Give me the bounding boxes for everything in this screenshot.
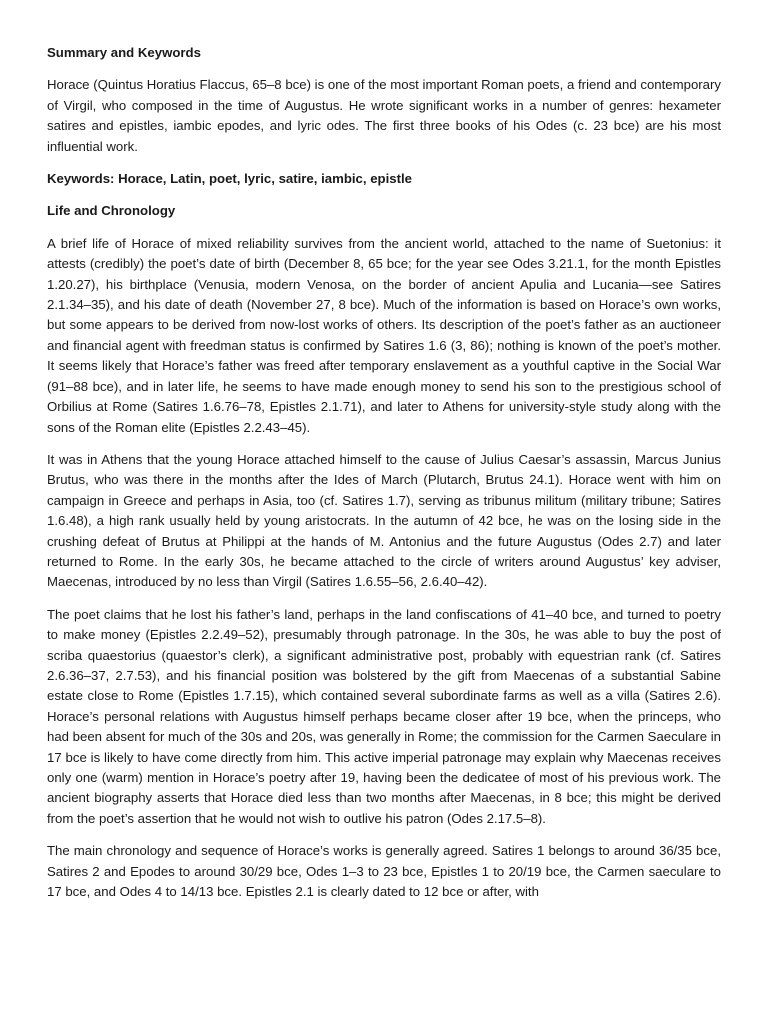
body-paragraph-2: It was in Athens that the young Horace attached himself to the cause of Julius Caesar’s assassin, Marcus Junius Brutus, who was there in the months after the Ides of March (Plutarch, Brutus 24.1). Horace went with him on campaign in Greece and perhaps in Asia, too (cf. Satires 1.7), serving as tribunus militum (military tribune; Satires 1.6.48), a high rank usually held by young aristocrats. In the autumn of 42 bce, he was on the losing side in the crushing defeat of Brutus at Philippi at the hands of M. Antonius and the future Augustus (Odes 2.7) and later returned to Rome. In the early 30s, he became attached to the circle of writers around Augustus’ key adviser, Maecenas, introduced by no less than Virgil (Satires 1.6.55–56, 2.6.40–42).: [47, 451, 721, 590]
document-page: [47, 43, 721, 914]
summary-heading: Summary and Keywords: [47, 45, 201, 60]
body-paragraph-4: The main chronology and sequence of Horace’s works is generally agreed. Satires 1 belongs to around 36/35 bce, Satires 2 and Epodes to around 30/29 bce, Odes 1–3 to 23 bce, Epistles 1 to 20/19 bce, the Carmen saeculare to 17 bce, and Odes 4 to 14/13 bce. Epistles 2.1 is clearly dated to 12 bce or after, with: [47, 843, 721, 900]
body-paragraph-1: A brief life of Horace of mixed reliability survives from the ancient world, attached to the name of Suetonius: it attests (credibly) the poet’s date of birth (December 8, 65 bce; for the year see Odes 3.21.1, for the month Epistles 1.20.27), his birthplace (Venusia, modern Venosa, on the border of ancient Apulia and Lucania—see Satires 2.1.34–35), and his date of death (November 27, 8 bce). Much of the information is based on Horace’s own works, but some appears to be derived from now-lost works of others. Its description of the poet’s father as an auctioneer and financial agent with freedman status is confirmed by Satires 1.6 (3, 86); nothing is known of the poet’s mother. It seems likely that Horace’s father was freed after temporary enslavement as a youthful captive in the Social War (91–88 bce), and in later life, he seems to have made enough money to send his son to the prestigious school of Orbilius at Rome (Satires 1.6.76–78, Epistles 2.1.71), and later to Athens for university-style study along with the sons of the Roman elite (Epistles 2.2.43–45).: [47, 235, 721, 435]
body-paragraph-3: The poet claims that he lost his father’s land, perhaps in the land confiscations of 41–40 bce, and turned to poetry to make money (Epistles 2.2.49–52), presumably through patronage. In the 30s, he was able to buy the post of scriba quaestorius (quaestor’s clerk), a significant administrative post, probably with equestrian rank (cf. Satires 2.6.36–37, 2.7.53), and his financial position was bolstered by the gift from Maecenas of a substantial Sabine estate close to Rome (Epistles 1.7.15), which contained several subordinate farms as well as a villa (Satires 2.6). Horace’s personal relations with Augustus himself perhaps became closer after 19 bce, when the princeps, who had been absent for much of the 30s and 20s, was generally in Rome; the commission for the Carmen Saeculare in 17 bce is likely to have come directly from him. This active imperial patronage may explain why Maecenas receives only one (warm) mention in Horace’s poetry after 19, having been the dedicatee of most of his previous work. The ancient biography asserts that Horace died less than two months after Maecenas, in 8 bce; this might be derived from the poet’s assertion that he would not wish to outlive his patron (Odes 2.17.5–8).: [47, 606, 721, 826]
summary-paragraph: Horace (Quintus Horatius Flaccus, 65–8 bce) is one of the most important Roman poets, a friend and contemporary of Virgil, who composed in the time of Augustus. He wrote significant works in a number of genres: hexameter satires and epistles, iambic epodes, and lyric odes. The first three books of his Odes (c. 23 bce) are his most influential work.: [47, 77, 721, 154]
section-heading: Life and Chronology: [47, 203, 176, 219]
keywords-line: Keywords: Horace, Latin, poet, lyric, satire, iambic, epistle: [47, 171, 412, 187]
